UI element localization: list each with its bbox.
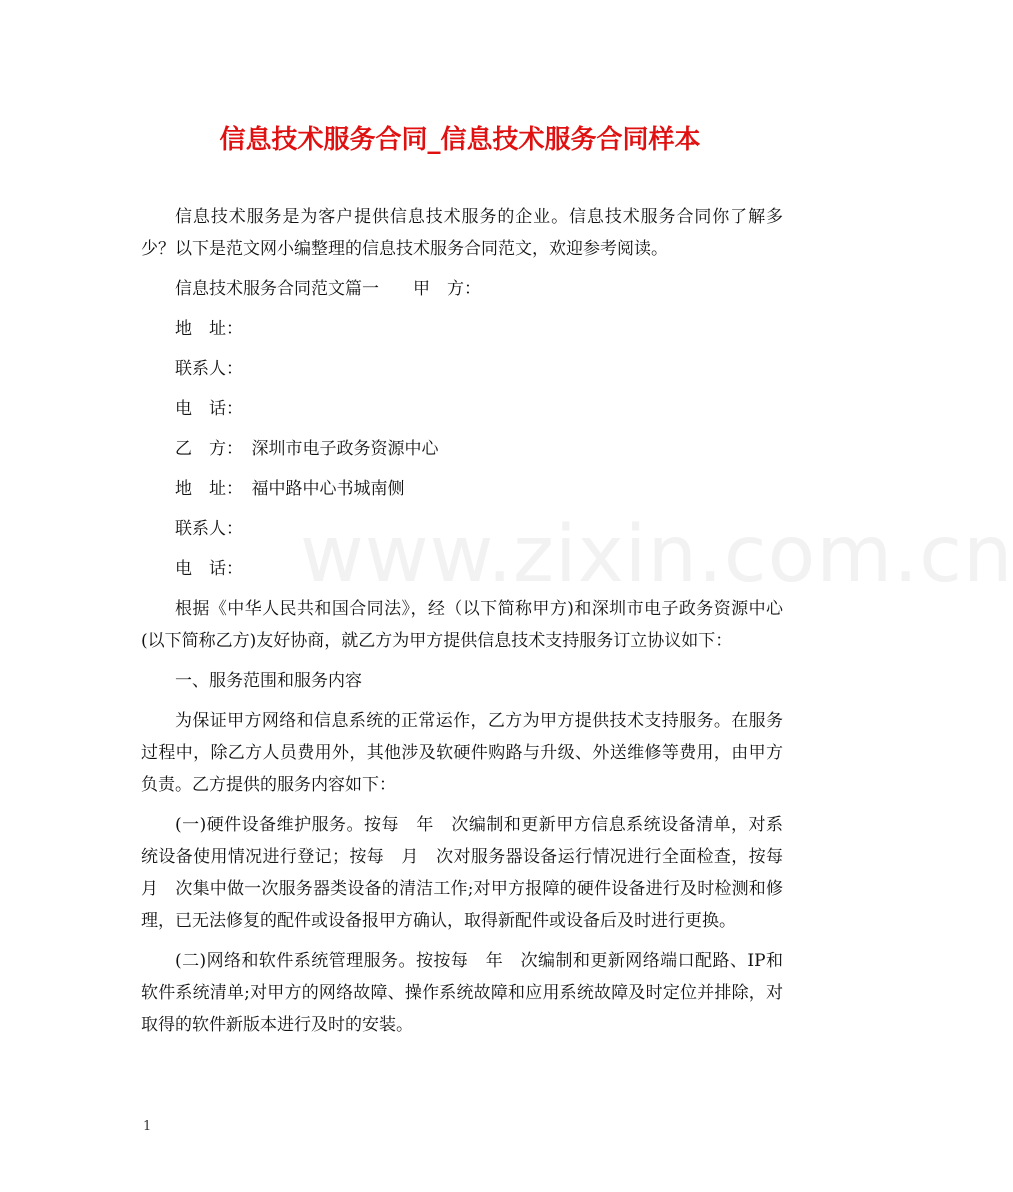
network-service-paragraph: (二)网络和软件系统管理服务。按按每 年 次编制和更新网络端口配路、IP和软件系统清单;对甲方的网络故障、操作系统故障和应用系统故障及时定位并排除，对取得的软件新版本进行及时的安装。 (141, 951, 783, 1035)
document-body (141, 201, 800, 1041)
section-heading-scope: 一、服务范围和服务内容 (175, 671, 362, 691)
agreement-preamble: 根据《中华人民共和国合同法》，经（以下简称甲方)和深圳市电子政务资源中心(以下简称乙方)友好协商，就乙方为甲方提供信息技术支持服务订立协议如下： (141, 599, 783, 651)
party-b-contact: 联系人： (175, 519, 243, 539)
hardware-service-paragraph: (一)硬件设备维护服务。按每 年 次编制和更新甲方信息系统设备清单，对系统设备使用情况进行登记；按每 月 次对服务器设备运行情况进行全面检查，按每 月 次集中做一次服务器类设备的清洁工作;对甲方报障的硬件设备进行及时检测和修理，已无法修复的配件或设备报甲方确认，取得新配件或设备后及时进行更换。 (141, 815, 800, 931)
page-number: 1 (143, 1119, 152, 1134)
party-b-phone: 电 话： (175, 559, 243, 579)
party-a-phone: 电 话： (175, 399, 243, 419)
document-title: 信息技术服务合同_信息技术服务合同样本 (219, 125, 701, 155)
party-a-heading: 信息技术服务合同范文篇一 甲 方： (175, 279, 481, 299)
watermark: www.zixin.com.cn (300, 510, 1013, 600)
intro-paragraph: 信息技术服务是为客户提供信息技术服务的企业。信息技术服务合同你了解多少？以下是范文网小编整理的信息技术服务合同范文，欢迎参考阅读。 (141, 207, 783, 259)
party-b-name: 乙 方： 深圳市电子政务资源中心 (175, 439, 439, 459)
party-a-contact: 联系人： (175, 359, 243, 379)
scope-paragraph: 为保证甲方网络和信息系统的正常运作，乙方为甲方提供技术支持服务。在服务过程中，除乙方人员费用外，其他涉及软硬件购路与升级、外送维修等费用，由甲方负责。乙方提供的服务内容如下： (141, 711, 783, 795)
party-a-address: 地 址： (175, 319, 243, 339)
party-b-address: 地 址： 福中路中心书城南侧 (175, 479, 405, 499)
